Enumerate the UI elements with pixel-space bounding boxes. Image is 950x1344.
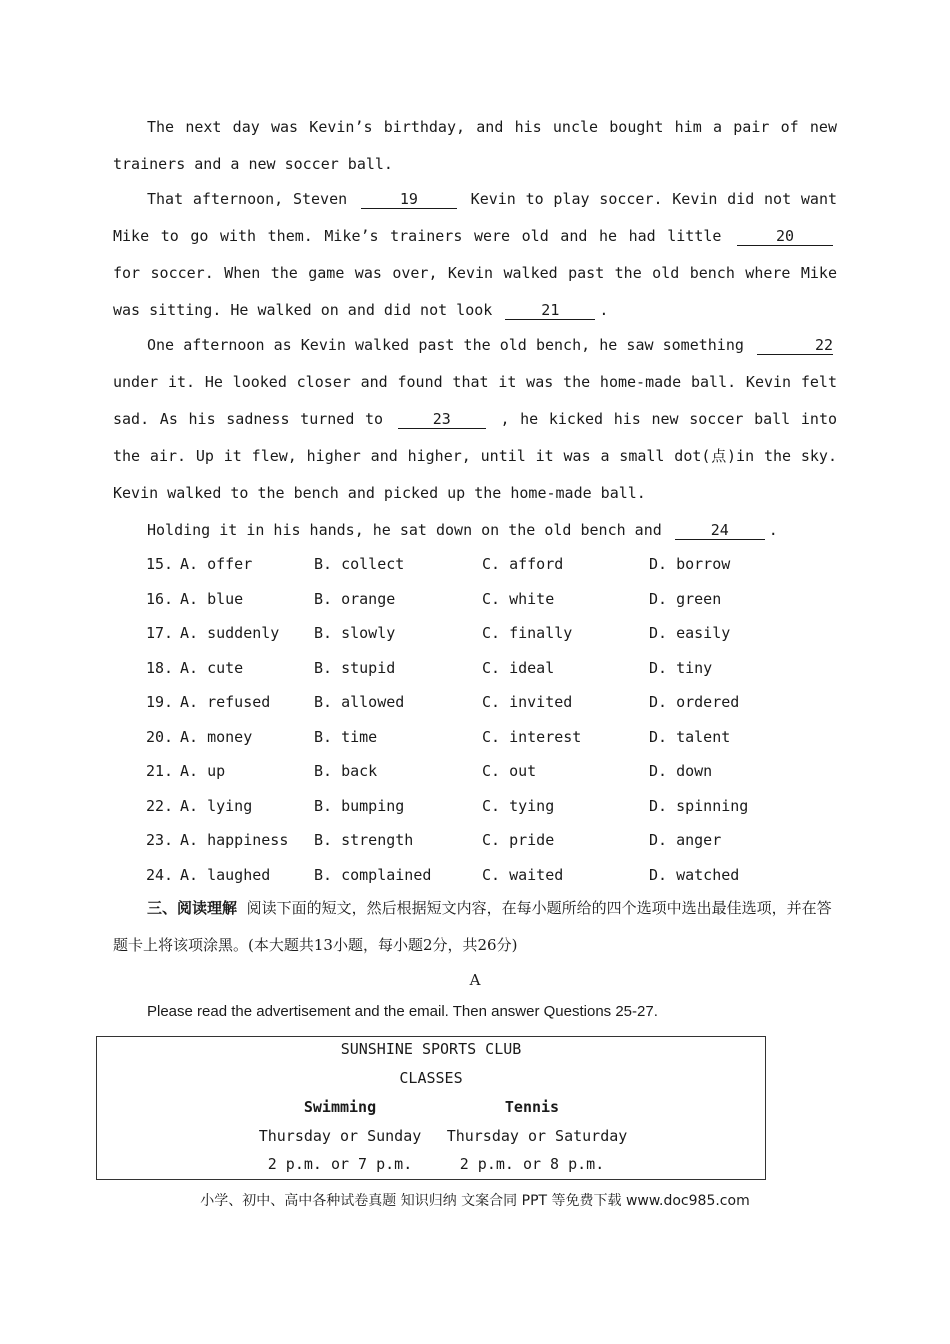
option-c: C. finally — [482, 624, 573, 642]
tennis-heading: Tennis — [504, 1098, 560, 1116]
option-a: A. laughed — [180, 866, 271, 884]
paragraph-text: Holding it in his hands, he sat down on the old bench and — [147, 521, 662, 539]
question-number: 17. — [146, 624, 174, 642]
option-c: C. interest — [482, 728, 582, 746]
option-d: D. down — [649, 762, 713, 780]
section-reading — [113, 890, 837, 964]
instruction-text: Please read the advertisement and the email. Then answer Questions 25-27. — [147, 1003, 658, 1020]
passage-paragraph-2 — [113, 181, 837, 329]
paragraph-text: The next day was Kevin’s birthday, and his uncle bought him a pair of new trainers and a new soccer ball. — [113, 118, 837, 173]
swimming-times: 2 p.m. or 7 p.m. — [267, 1155, 413, 1173]
paragraph-text: One afternoon as Kevin walked past the old bench, he saw something — [147, 336, 744, 354]
passage-paragraph-1 — [113, 109, 837, 183]
swimming-days: Thursday or Sunday — [258, 1127, 422, 1145]
option-c: C. ideal — [482, 659, 555, 677]
blank-20: 20 — [737, 227, 833, 246]
option-a: A. offer — [180, 555, 253, 573]
option-d: D. green — [649, 590, 722, 608]
option-d: D. talent — [649, 728, 731, 746]
blank-21: 21 — [505, 301, 595, 320]
paragraph-text: . — [768, 521, 778, 539]
tennis-times: 2 p.m. or 8 p.m. — [459, 1155, 605, 1173]
option-b: B. complained — [314, 866, 432, 884]
option-d: D. borrow — [649, 555, 731, 573]
option-a: A. refused — [180, 693, 271, 711]
paragraph-text: That afternoon, Steven — [147, 190, 348, 208]
question-number: 18. — [146, 659, 174, 677]
option-d: D. tiny — [649, 659, 713, 677]
option-c: C. pride — [482, 831, 555, 849]
option-a: A. suddenly — [180, 624, 280, 642]
option-c: C. tying — [482, 797, 555, 815]
option-b: B. stupid — [314, 659, 396, 677]
option-a: A. happiness — [180, 831, 289, 849]
option-b: B. orange — [314, 590, 396, 608]
option-a: A. money — [180, 728, 253, 746]
passage-paragraph-3 — [113, 327, 837, 512]
section-text: 阅读下面的短文，然后根据短文内容，在每小题所给的四个选项中选出最佳选项，并在答题卡上将该项涂黑。(本大题共13小题，每小题2分，共26分) — [113, 899, 832, 954]
question-number: 24. — [146, 866, 174, 884]
option-b: B. strength — [314, 831, 414, 849]
option-c: C. afford — [482, 555, 564, 573]
blank-23: 23 — [398, 410, 486, 429]
passage-paragraph-4 — [113, 519, 837, 541]
option-b: B. slowly — [314, 624, 396, 642]
option-b: B. collect — [314, 555, 405, 573]
option-c: C. invited — [482, 693, 573, 711]
option-b: B. time — [314, 728, 378, 746]
option-b: B. back — [314, 762, 378, 780]
section-heading: 三、阅读理解 — [147, 899, 238, 917]
footer-text: 小学、初中、高中各种试卷真题 知识归纳 文案合同 PPT 等免费下载 www.doc985.com — [200, 1193, 750, 1209]
blank-22: 22 — [757, 336, 833, 355]
option-d: D. ordered — [649, 693, 740, 711]
blank-24: 24 — [675, 521, 765, 540]
option-c: C. white — [482, 590, 555, 608]
option-a: A. blue — [180, 590, 244, 608]
question-number: 22. — [146, 797, 174, 815]
option-c: C. out — [482, 762, 537, 780]
paragraph-text: for soccer. When the game was over, Kevin walked past the old bench where Mike was sitting. He walked on and did not look — [113, 264, 837, 319]
option-b: B. allowed — [314, 693, 405, 711]
question-number: 21. — [146, 762, 174, 780]
paragraph-text: . — [599, 301, 609, 319]
option-a: A. lying — [180, 797, 253, 815]
question-number: 16. — [146, 590, 174, 608]
paragraph-text: under it. He looked closer and found that it was the home-made ball. Kevin felt sad. As his sadness turned to — [113, 373, 837, 428]
option-b: B. bumping — [314, 797, 405, 815]
question-number: 20. — [146, 728, 174, 746]
advertisement-box — [96, 1036, 766, 1180]
option-c: C. waited — [482, 866, 564, 884]
option-d: D. easily — [649, 624, 731, 642]
part-label: A — [469, 971, 481, 989]
question-number: 15. — [146, 555, 174, 573]
paragraph-text: , he kicked his new soccer ball into the air. Up it flew, higher and higher, until it was a small dot(点)in the sky. Kevin walked to the bench and picked up the home-made ball. — [113, 410, 838, 502]
question-number: 23. — [146, 831, 174, 849]
option-a: A. up — [180, 762, 226, 780]
paragraph-text: Kevin to play soccer. Kevin did not want Mike to go with them. Mike’s trainers were old and he had little — [113, 190, 838, 245]
tennis-days: Thursday or Saturday — [446, 1127, 628, 1145]
option-d: D. spinning — [649, 797, 749, 815]
question-number: 19. — [146, 693, 174, 711]
ad-title: SUNSHINE SPORTS CLUB — [340, 1040, 522, 1058]
blank-19: 19 — [361, 190, 457, 209]
swimming-heading: Swimming — [303, 1098, 377, 1116]
option-a: A. cute — [180, 659, 244, 677]
ad-subtitle: CLASSES — [399, 1069, 463, 1087]
option-d: D. anger — [649, 831, 722, 849]
option-d: D. watched — [649, 866, 740, 884]
